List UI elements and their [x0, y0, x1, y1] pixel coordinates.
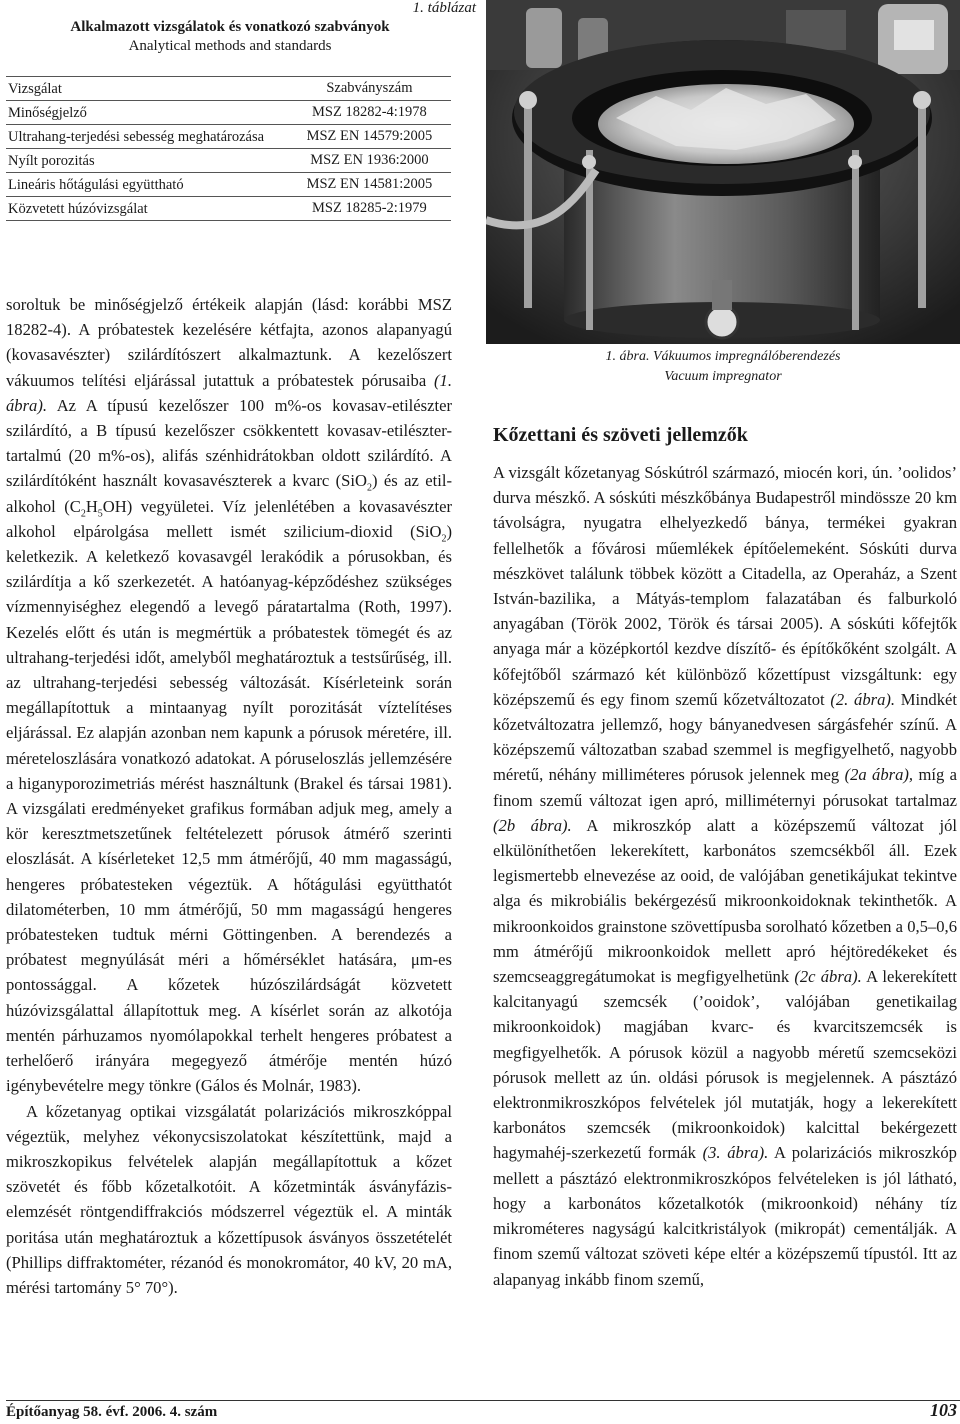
section-title: Kőzettani és szöveti jellemzők	[493, 424, 748, 446]
table-header-test: Vizsgálat	[6, 77, 288, 101]
table-cell-standard: MSZ 18282-4:1978	[288, 101, 451, 125]
text-run: OH) vegyületei. Víz jelenlétében a kovasavészter alkohol elpárolgása mellett ismét szilicium-dioxid (SiO	[6, 496, 452, 541]
subscript: 5	[97, 507, 103, 519]
figure-reference: (2c ábra).	[794, 967, 862, 987]
table-title	[10, 18, 450, 56]
figure-reference: (2. ábra).	[830, 689, 896, 709]
figure-reference: (1. ábra).	[6, 370, 452, 415]
table-cell-standard: MSZ EN 14581:2005	[288, 173, 451, 197]
paragraph	[493, 460, 957, 1292]
figure-caption-en: Vacuum impregnator	[664, 369, 782, 384]
table-cell-standard: MSZ EN 1936:2000	[288, 149, 451, 173]
text-run: ) és az etil-alkohol (C	[6, 471, 453, 516]
right-column	[493, 460, 957, 1292]
text-run: A polarizációs mikroszkóp mellett a pásztázó elektronmikroszkópos felvételeken is jól látható, hogy a karbonátos kőzetalkotók (mikroonkoid) néhány tíz mikrométeres nagyságú kalcitkristályok (mikropát) cementálják. A finom szemű változat szöveti képe eltér a középszemű típustól. Itt az alapanyag inkább finom szemű,	[493, 1143, 957, 1289]
table-row	[6, 173, 451, 197]
page-number: 103	[930, 1400, 957, 1420]
standards-table	[6, 76, 451, 221]
figure-label: 1. ábra.	[605, 349, 650, 364]
figure-caption-hu-text: Vákuumos impregnálóberendezés	[652, 349, 841, 364]
table-cell-test: Lineáris hőtágulási együttható	[6, 173, 288, 197]
paragraph: soroltuk be minőségjelző értékeik alapján (lásd: korábbi MSZ 18282-4). A próbatestek kezelésére kétfajta, azonos alapanyagú (kovasavészter) szilárdítószert alkalmaztunk. A kezelőszert vákuumos telítési eljárással jutattuk a próbatestek pórusaiba (1. ábra). Az A típusú kezelőszer 100 m%-os kovasav-etilészter szilárdító, a B típusú kezelőszer csökkentett kovasav-etilészter-tartalmú (20 m%-os), alifás szénhidrátokban oldott szilárdító. A szilárdítóként használt kovasavészterek a kvarc (SiO$_2$) és az etil-alkohol $(C_2H_5OH)$ vegyületei. Víz jelenlétében a kovasavészter alkohol elpárolgása mellett ismét szilicium-dioxid (SiO$_2$) keletkezik. A keletkező kovasavgél lerakódik a pórusokban, és szilárdítja a kő szerkezetét. A hatóanyag-képződéshez szükséges vízmennyiséghez elegendő a levegő páratartalma (Roth, 1997). Kezelés előtt és után is megmértük a próbatestek tömegét és az ultrahang-terjedési időt, amelyből meghatároztuk a testsűrűség, ill. az ultrahang-terjedési sebesség változását. Kísérleteink során megállapítottuk a mintaanyag nyílt porozitását víztelítéses eljárással. Ez alapján azonban nem kapunk a pórusok méretére, ill. méreteloszlására vonatkozó adatokat. A póruseloszlás jellemzésére a higanyporozimetriás mérést használtunk (Brakel és társai 1981). A vizsgálati eredményeket grafikus formában adjuk meg, amely a kör keresztmetszetűnek feltételezett pórusok átmérő szerinti eloszlását. A kísérleteket 12,5 mm átmérőjű, 40 mm magasságú, hengeres próbatesteken végeztük. A hőtágulási együtthatót dilatométerben, 10 mm átmérőjű, 50 mm magasságú hengeres próbatesteken tudtuk mérni Göttingenben. A berendezés a próbatest megnyúlását méri a hőmérséklet hatására, μm-es pontossággal. A kőzetek húzószilárdságát közvetett húzóvizsgálattal állapítottuk meg. A kísérlet során az alkotója mentén párhuzamos nyomólapokkal terhelt hengeres próbatest a terhelőerő irányára megegyező átmérője mentén húzó igénybevételre megy tönkre (Gálos és Molnár, 1983).	[6, 295, 453, 1096]
subscript: 2	[367, 482, 372, 494]
table-row	[6, 149, 451, 173]
table-number: 1. táblázat	[412, 0, 476, 16]
text-run: Mindkét kőzetváltozatra jellemző, hogy bányanedvesen sárgásfehér színű. A középszemű változatban szabad szemmel is megfigyelhető, nagyobb méretű, néhány milliméteres pórusok jelennek meg	[493, 689, 957, 785]
table-cell-standard: MSZ EN 14579:2005	[288, 125, 451, 149]
table-row	[6, 197, 451, 221]
subscript: 2	[441, 533, 447, 545]
subscript: 2	[80, 507, 86, 519]
table-title-hu: Alkalmazott vizsgálatok és vonatkozó szabványok	[70, 19, 390, 35]
table-row	[6, 125, 451, 149]
table-row	[6, 101, 451, 125]
text-run: A lekerekített kalcitanyagú szemcsék (’ooidok’, valójában genetikailag mikroonkoidok) magjában kvarc- és kvarcitszemcsék is megfigyelhetők. A pórusok közül a nagyobb méretű szemcseközi pórusok mellett az ún. oldási pórusok is megjelennek. A pásztázó elektronmikroszkópos felvételek jól mutatják, hogy a lekerekített karbonátos szemcsék (mikroonkoidok) kalcittal bekérgezett hagymahéj-szerkezetű formák	[493, 967, 957, 1163]
text-run: A mikroszkóp alatt a középszemű változat jól elkülöníthetően lekerekített, karbonátos szemcsékből áll. Ezek legismertebb elnevezése az ooid, de valójában genetikájukat tekintve alga és mikrobiális bekérgezésű mikroonkoidoknak tekinthetők. A mikroonkoidos grainstone szövettípusba sorolható kőzetben a 0,5–0,6 mm átmérőjű mikroonkoidok mellett apró héjtöredékeket és szemcseaggregátumokat is megfigyelhetünk	[493, 815, 957, 987]
table-cell-test: Minőségjelző	[6, 101, 288, 125]
text-run: Az A típusú kezelőszer 100 m%-os kovasav-etilészter szilárdító, a B típusú kezelőszer csökkentett kovasav-etilészter-tartalmú (20 m%-os), alifás szénhidrátokban oldott szilárdító. A szilárdítóként használt kovasavészterek a kvarc (SiO	[6, 395, 452, 491]
table-header-standard: Szabványszám	[288, 77, 451, 101]
text-run: ) keletkezik. A keletkező kovasavgél lerakódik a pórusokban, és szilárdítja a kő szerkezetét. A hatóanyag-képződéshez szükséges vízmennyiséghez elegendő a levegő páratartalma (Roth, 1997). Kezelés előtt és után is megmértük a próbatestek tömegét és az ultrahang-terjedési időt, amelyből meghatároztuk a testsűrűség, ill. az ultrahang-terjedési sebesség változását. Kísérleteink során megállapítottuk a mintaanyag nyílt porozitását víztelítéses eljárással. Ez alapján azonban nem kapunk a pórusok méretére, ill. méreteloszlására vonatkozó adatokat. A póruseloszlás jellemzésére a higanyporozimetriás mérést használtunk (Brakel és társai 1981). A vizsgálati eredményeket grafikus formában adjuk meg, amely a kör keresztmetszetűnek feltételezett pórusok átmérő szerinti eloszlását. A kísérleteket 12,5 mm átmérőjű, 40 mm magasságú, hengeres próbatesteken végeztük. A hőtágulási együtthatót dilatométerben, 10 mm átmérőjű, 50 mm magasságú hengeres próbatesteken tudtuk mérni Göttingenben. A berendezés a próbatest megnyúlását méri a hőmérséklet hatására, μm-es pontossággal. A kőzetek húzószilárdságát közvetett húzóvizsgálattal állapítottuk meg. A kísérlet során az alkotója mentén párhuzamos nyomólapokkal terhelt hengeres próbatest a terhelőerő irányára megegyező átmérője mentén húzó igénybevételre megy tönkre (Gálos és Molnár, 1983).	[6, 521, 452, 1096]
journal-issue: Építőanyag 58. évf. 2006. 4. szám	[6, 1404, 218, 1420]
figure-caption-hu	[486, 347, 960, 367]
text-run: soroltuk be minőségjelző értékeik alapján (lásd: korábbi MSZ 18282-4). A próbatestek kezelésére kétfajta, azonos alapanyagú (kovasavészter) szilárdítószert alkalmaztunk. A kezelőszert vákuumos telítési eljárással jutattuk a próbatestek pórusaiba	[6, 295, 452, 390]
paragraph: A kőzetanyag optikai vizsgálatát polarizációs mikroszkóppal végeztük, melyhez vékonycsiszolatokat készítettünk, majd a mikroszkopikus felvételek alapján megállapítottuk a kőzet szövetét és főbb kőzetalkotóit. A kőzetminták ásványfázis-elemzését röntgendiffrakciós módszerrel végeztük el. A minták poritása után meghatároztuk a kőzettípusok ásványos összetételét (Phillips diffraktométer, rézanód és monokromátor, 40 kV, 20 mA, mérési tartomány 5° 70°).	[6, 1101, 452, 1297]
figure-reference: (2a ábra),	[844, 765, 914, 785]
figure-reference: (2b ábra).	[493, 815, 572, 835]
figure-caption	[486, 347, 960, 387]
table-cell-test: Ultrahang-terjedési sebesség meghatározása	[6, 125, 288, 149]
table-cell-standard: MSZ 18285-2:1979	[288, 197, 451, 221]
table-header-row	[6, 77, 451, 101]
footer-rule	[6, 1400, 960, 1401]
text-run: míg a finom szemű változat igen apró, milliméternyi pórusokat tartalmaz	[493, 765, 957, 810]
table-cell-test: Közvetett húzóvizsgálat	[6, 197, 288, 221]
text-run: A vizsgált kőzetanyag Sóskútról származó, miocén kori, ún. ’oolidos’ durva mészkő. A sóskúti mészkőbánya Budapestről mindössze 20 km távolságra, nyugatra elhelyezkedő bánya, termékei gyakran fellelhetők a fővárosi műemlékek építőelemeként. Sóskúti durva mészkövet találunk többek között a Citadella, az Operaház, a Szent István-bazilika, a Mátyás-templom falazatában és falburkoló anyagában (Török 2002, Török és társai 2005). A sóskúti kőfejtők anyaga már a középkortól kezdve díszítő- és építőkőként szolgált. A kőfejtőből származó két különböző kőzettípust vizsgáltunk: egy középszemű és egy finom szemű kőzetváltozatot	[493, 463, 957, 709]
table-title-en: Analytical methods and standards	[128, 38, 332, 54]
vacuum-impregnator-photo	[486, 0, 960, 344]
left-column	[6, 292, 452, 1300]
figure-reference: (3. ábra).	[702, 1143, 769, 1163]
table-cell-test: Nyílt porozitás	[6, 149, 288, 173]
